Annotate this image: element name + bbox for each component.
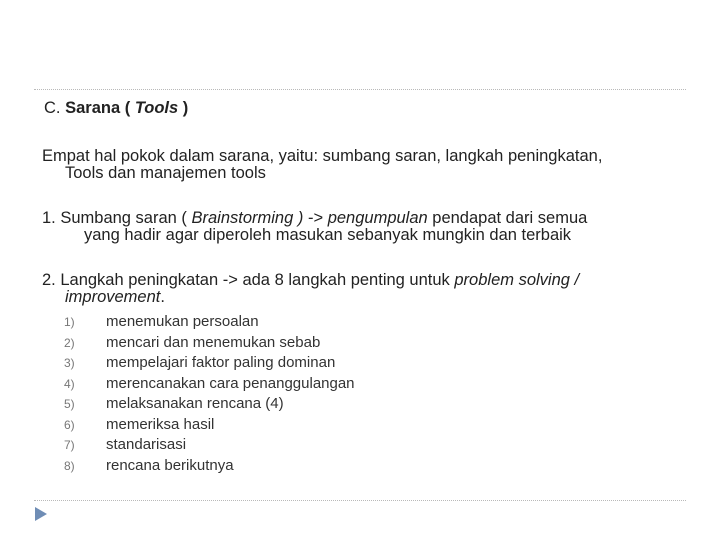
intro-line-1: Empat hal pokok dalam sarana, yaitu: sumbang saran, langkah peningkatan, bbox=[42, 147, 603, 165]
list-item bbox=[64, 394, 355, 415]
heading-prefix: C. bbox=[44, 99, 66, 117]
list-item bbox=[64, 312, 355, 333]
point-1 bbox=[42, 210, 587, 244]
intro-line-2: Tools dan manajemen tools bbox=[65, 164, 266, 182]
point-2 bbox=[42, 272, 579, 306]
list-item bbox=[64, 435, 355, 456]
step-number: 5) bbox=[64, 397, 75, 411]
step-text: menemukan persoalan bbox=[106, 313, 259, 330]
step-text: mencari dan menemukan sebab bbox=[106, 333, 321, 351]
step-number: 6) bbox=[64, 417, 75, 432]
heading-italic: Tools bbox=[134, 99, 179, 117]
step-text: melaksanakan rencana (4) bbox=[106, 395, 284, 412]
point-1-line-2: yang hadir agar diperoleh masukan sebanyak mungkin dan terbaik bbox=[84, 226, 572, 244]
steps-list bbox=[64, 312, 355, 476]
list-item bbox=[64, 353, 355, 374]
step-text: mempelajari faktor paling dominan bbox=[106, 354, 336, 371]
heading-paren-close: ) bbox=[178, 99, 189, 117]
point-2-italic: problem solving / bbox=[454, 271, 580, 289]
step-number: 8) bbox=[64, 458, 75, 473]
step-number: 3) bbox=[64, 356, 75, 370]
point-2-line-2-italic: improvement bbox=[65, 288, 161, 306]
bottom-divider bbox=[34, 500, 686, 501]
play-arrow-icon bbox=[33, 506, 49, 522]
step-text: standarisasi bbox=[106, 436, 187, 453]
list-item bbox=[64, 456, 355, 477]
point-1-line-1 bbox=[42, 210, 587, 227]
point-1-post: pendapat dari semua bbox=[427, 209, 588, 227]
point-2-line-2-end: . bbox=[160, 288, 165, 306]
step-number: 2) bbox=[64, 335, 75, 350]
point-2-line-2 bbox=[42, 289, 579, 306]
point-1-mid: -> bbox=[303, 209, 328, 227]
step-number: 4) bbox=[64, 376, 75, 391]
step-number: 1) bbox=[64, 315, 75, 329]
point-1-italic-2: pengumpulan bbox=[327, 209, 428, 227]
top-divider bbox=[34, 89, 686, 90]
step-text: merencanakan cara penanggulangan bbox=[106, 374, 355, 392]
list-item bbox=[64, 374, 355, 395]
step-text: memeriksa hasil bbox=[106, 415, 215, 433]
step-number: 7) bbox=[64, 438, 75, 452]
list-item bbox=[64, 415, 355, 436]
point-2-line-1 bbox=[42, 272, 579, 289]
point-1-pre: 1. Sumbang saran ( bbox=[42, 209, 192, 227]
list-item bbox=[64, 333, 355, 354]
heading-paren-open: ( bbox=[120, 99, 135, 117]
heading-title: Sarana bbox=[65, 99, 121, 117]
section-heading bbox=[44, 98, 188, 118]
point-2-pre: 2. Langkah peningkatan -> ada 8 langkah penting untuk bbox=[42, 271, 455, 289]
intro-paragraph bbox=[42, 148, 602, 182]
point-1-italic-1: Brainstorming ) bbox=[191, 209, 304, 227]
step-text: rencana berikutnya bbox=[106, 456, 234, 474]
